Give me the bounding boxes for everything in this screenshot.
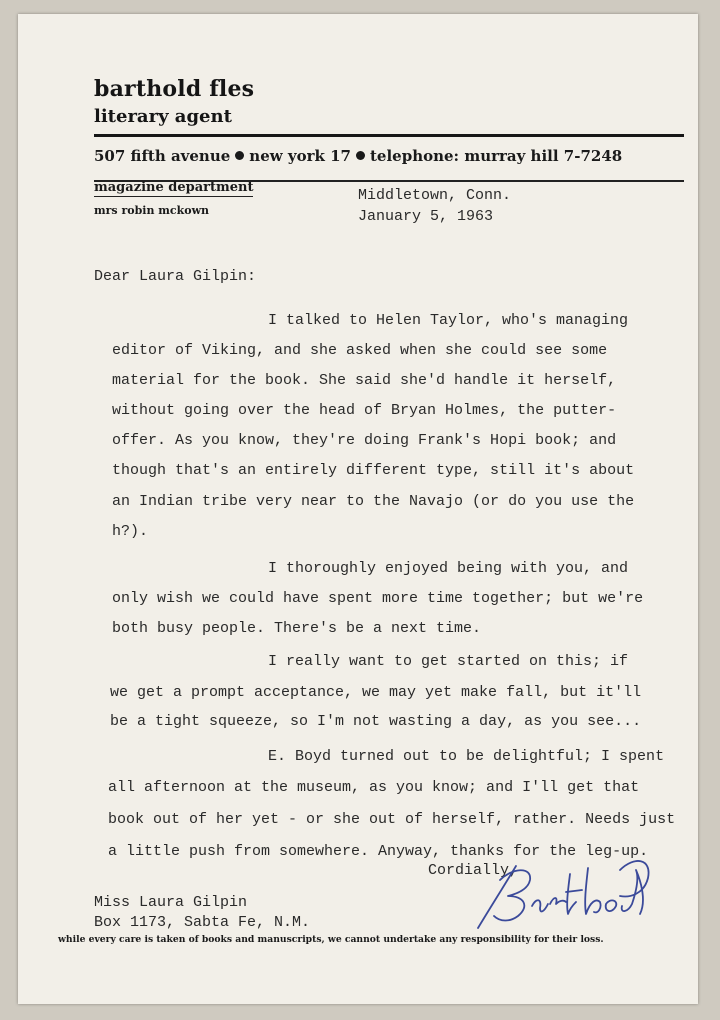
address-city: new york 17: [249, 147, 351, 165]
body-line: without going over the head of Bryan Holmes, the putter-: [112, 402, 617, 419]
body-line: material for the book. She said she'd handle it herself,: [112, 372, 617, 389]
address-telephone: telephone: murray hill 7-7248: [370, 147, 623, 165]
body-line: we get a prompt acceptance, we may yet make fall, but it'll: [110, 684, 642, 701]
bullet-dot: [356, 151, 365, 160]
letterhead-address: [94, 147, 622, 165]
body-line: be a tight squeeze, so I'm not wasting a day, as you see...: [110, 713, 642, 730]
body-line: an Indian tribe very near to the Navajo (or do you use the: [112, 493, 635, 510]
body-line: h?).: [112, 523, 149, 540]
letterhead-rule: [94, 134, 684, 137]
department-person: mrs robin mckown: [94, 204, 210, 217]
body-line: only wish we could have spent more time together; but we're: [112, 590, 644, 607]
body-line: book out of her yet - or she out of herself, rather. Needs just: [108, 811, 676, 828]
handwritten-signature: [470, 850, 660, 932]
body-line: both busy people. There's be a next time.: [112, 620, 482, 637]
bullet-dot: [235, 151, 244, 160]
recipient-name: Miss Laura Gilpin: [94, 894, 248, 911]
body-line: I thoroughly enjoyed being with you, and: [268, 560, 629, 577]
letter-place: Middletown, Conn.: [358, 187, 512, 204]
body-line: all afternoon at the museum, as you know; and I'll get that: [108, 779, 640, 796]
recipient-address: Box 1173, Sabta Fe, N.M.: [94, 914, 311, 931]
closing: Cordially,: [428, 862, 519, 879]
salutation: Dear Laura Gilpin:: [94, 268, 257, 285]
body-line: editor of Viking, and she asked when she could see some: [112, 342, 608, 359]
letter-date: January 5, 1963: [358, 208, 494, 225]
body-line: a little push from somewhere. Anyway, thanks for the leg-up.: [108, 843, 649, 860]
footer-disclaimer: while every care is taken of books and manuscripts, we cannot undertake any responsibility for their loss.: [58, 934, 604, 945]
letterhead-name: barthold fles: [94, 76, 255, 102]
body-line: I really want to get started on this; if: [268, 653, 629, 670]
letterhead-title: literary agent: [94, 106, 232, 127]
body-line: offer. As you know, they're doing Frank's Hopi book; and: [112, 432, 617, 449]
body-line: though that's an entirely different type, still it's about: [112, 462, 635, 479]
body-line: I talked to Helen Taylor, who's managing: [268, 312, 629, 329]
body-line: E. Boyd turned out to be delightful; I spent: [268, 748, 665, 765]
address-street: 507 fifth avenue: [94, 147, 231, 165]
department-label: magazine department: [94, 180, 254, 195]
